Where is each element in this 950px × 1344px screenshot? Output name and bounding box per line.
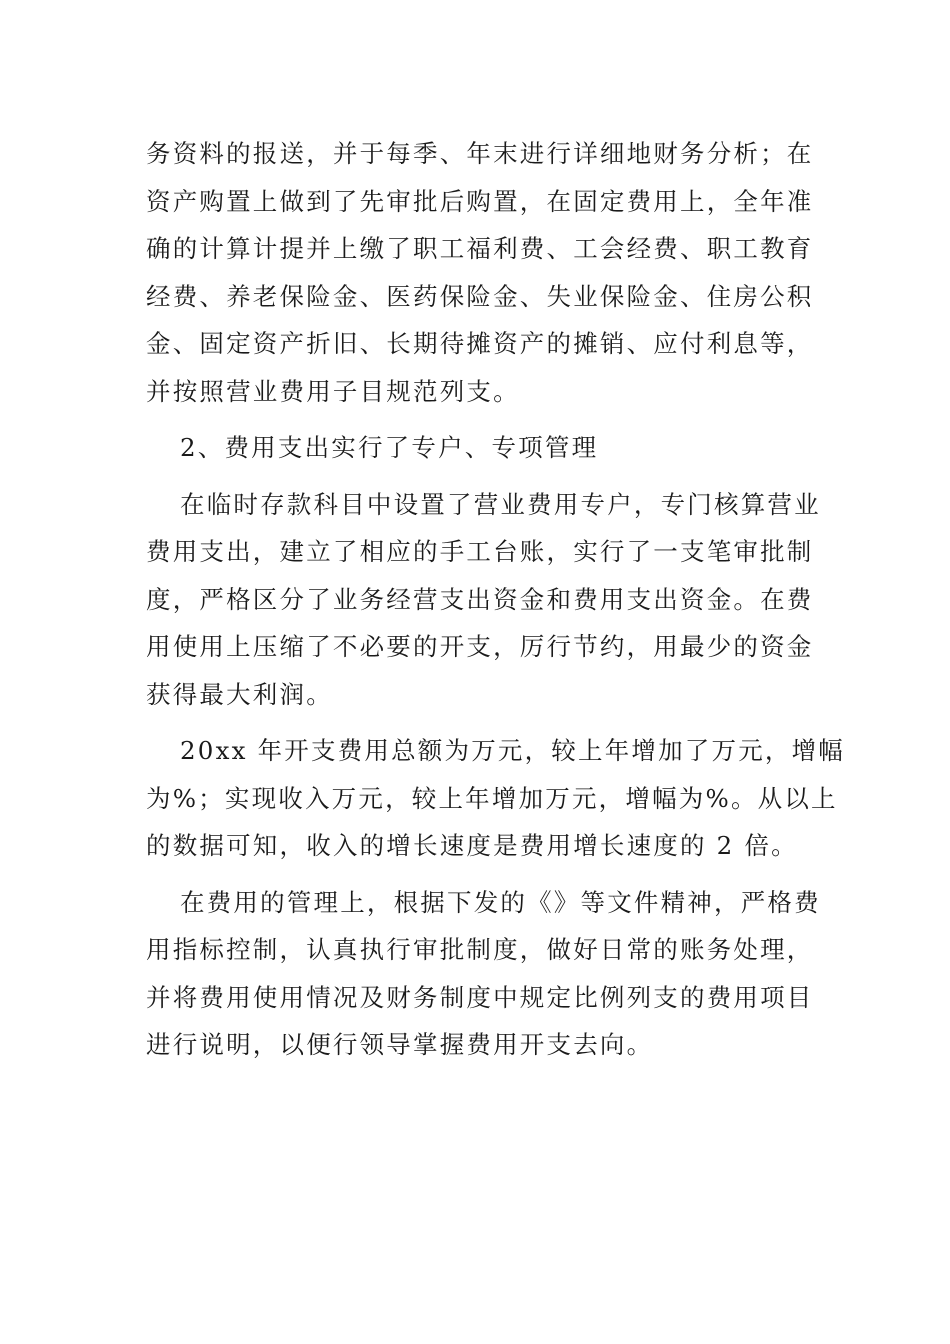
text-line: 经费、养老保险金、医药保险金、失业保险金、住房公积: [146, 281, 814, 311]
text-line: 在临时存款科目中设置了营业费用专户，专门核算营业: [180, 489, 821, 519]
text-line: 费用支出，建立了相应的手工台账，实行了一支笔审批制: [146, 537, 814, 566]
paragraph-dedicated-account: [146, 481, 821, 719]
paragraph-expense-figures: [146, 727, 845, 870]
paragraph-procurement-and-fees: [146, 130, 814, 415]
text-line: 在费用的管理上，根据下发的《》等文件精神，严格费: [180, 887, 821, 917]
text-line: 金、固定资产折旧、长期待摊资产的摊销、应付利息等，: [146, 329, 814, 358]
text-line: 务资料的报送，并于每季、年末进行详细地财务分析；在: [146, 139, 814, 168]
text-line: 度，严格区分了业务经营支出资金和费用支出资金。在费: [146, 584, 814, 614]
text-line: 为%；实现收入万元，较上年增加万元，增幅为%。从以上: [146, 783, 838, 813]
heading-text: 2、费用支出实行了专户、专项管理: [180, 433, 599, 462]
text-line: 确的计算计提并上缴了职工福利费、工会经费、职工教育: [146, 234, 814, 263]
text-line: 进行说明，以便行领导掌握费用开支去向。: [146, 1030, 654, 1059]
document-body: [146, 130, 845, 1069]
text-line: 的数据可知，收入的增长速度是费用增长速度的 2 倍。: [146, 831, 798, 860]
text-line: 并将费用使用情况及财务制度中规定比例列支的费用项目: [146, 982, 814, 1012]
text-line: 20xx 年开支费用总额为万元，较上年增加了万元，增幅: [180, 736, 845, 765]
text-line: 并按照营业费用子目规范列支。: [146, 376, 520, 406]
text-line: 用指标控制，认真执行审批制度，做好日常的账务处理，: [146, 935, 814, 964]
text-line: 资产购置上做到了先审批后购置，在固定费用上，全年准: [146, 186, 814, 216]
text-line: 用使用上压缩了不必要的开支，厉行节约，用最少的资金: [146, 632, 814, 661]
section-heading: [146, 424, 806, 472]
paragraph-expense-management: [146, 879, 821, 1069]
text-line: 获得最大利润。: [146, 679, 333, 709]
